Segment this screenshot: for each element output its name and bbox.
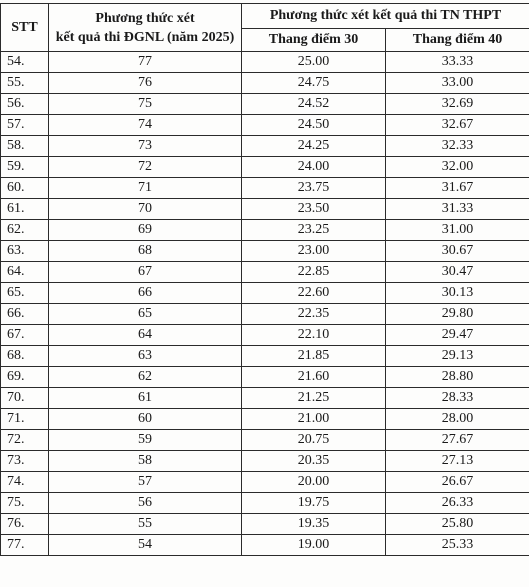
cell-scale-30: 24.25 xyxy=(242,136,386,157)
cell-scale-40: 26.67 xyxy=(386,472,529,493)
cell-stt: 76. xyxy=(1,514,49,535)
cell-stt: 63. xyxy=(1,241,49,262)
cell-dgnl-score: 65 xyxy=(49,304,242,325)
cell-dgnl-score: 61 xyxy=(49,388,242,409)
cell-scale-30: 24.52 xyxy=(242,94,386,115)
table-row xyxy=(1,535,529,556)
score-conversion-table xyxy=(0,3,529,556)
cell-scale-40: 25.33 xyxy=(386,535,529,556)
header-dgnl-line2: kết quả thi ĐGNL (năm 2025) xyxy=(55,29,235,45)
cell-stt: 59. xyxy=(1,157,49,178)
cell-scale-30: 21.85 xyxy=(242,346,386,367)
cell-dgnl-score: 62 xyxy=(49,367,242,388)
cell-stt: 65. xyxy=(1,283,49,304)
table-row xyxy=(1,451,529,472)
cell-stt: 56. xyxy=(1,94,49,115)
cell-stt: 62. xyxy=(1,220,49,241)
cell-scale-30: 24.50 xyxy=(242,115,386,136)
table-row xyxy=(1,430,529,451)
cell-scale-40: 33.00 xyxy=(386,73,529,94)
cell-dgnl-score: 56 xyxy=(49,493,242,514)
cell-scale-30: 21.00 xyxy=(242,409,386,430)
cell-scale-40: 30.13 xyxy=(386,283,529,304)
cell-scale-30: 23.25 xyxy=(242,220,386,241)
cell-stt: 55. xyxy=(1,73,49,94)
cell-scale-30: 25.00 xyxy=(242,52,386,73)
table-row xyxy=(1,241,529,262)
cell-scale-30: 22.10 xyxy=(242,325,386,346)
cell-dgnl-score: 76 xyxy=(49,73,242,94)
cell-dgnl-score: 68 xyxy=(49,241,242,262)
cell-dgnl-score: 54 xyxy=(49,535,242,556)
cell-dgnl-score: 69 xyxy=(49,220,242,241)
cell-stt: 68. xyxy=(1,346,49,367)
cell-scale-30: 23.75 xyxy=(242,178,386,199)
cell-scale-30: 21.60 xyxy=(242,367,386,388)
cell-scale-30: 21.25 xyxy=(242,388,386,409)
cell-dgnl-score: 74 xyxy=(49,115,242,136)
cell-stt: 66. xyxy=(1,304,49,325)
cell-scale-40: 28.00 xyxy=(386,409,529,430)
cell-stt: 71. xyxy=(1,409,49,430)
cell-scale-40: 28.80 xyxy=(386,367,529,388)
header-scale-40: Thang điểm 40 xyxy=(386,29,529,52)
cell-scale-40: 31.00 xyxy=(386,220,529,241)
cell-stt: 67. xyxy=(1,325,49,346)
cell-scale-40: 26.33 xyxy=(386,493,529,514)
cell-dgnl-score: 66 xyxy=(49,283,242,304)
cell-scale-30: 20.75 xyxy=(242,430,386,451)
table-row xyxy=(1,325,529,346)
table-row xyxy=(1,472,529,493)
cell-dgnl-score: 64 xyxy=(49,325,242,346)
cell-stt: 64. xyxy=(1,262,49,283)
cell-scale-30: 22.85 xyxy=(242,262,386,283)
table-row xyxy=(1,52,529,73)
header-scale-30: Thang điểm 30 xyxy=(242,29,386,52)
table-row xyxy=(1,388,529,409)
table-row xyxy=(1,514,529,535)
cell-dgnl-score: 77 xyxy=(49,52,242,73)
cell-dgnl-score: 67 xyxy=(49,262,242,283)
header-dgnl-line1: Phương thức xét xyxy=(95,10,195,26)
cell-scale-30: 22.60 xyxy=(242,283,386,304)
cell-dgnl-score: 57 xyxy=(49,472,242,493)
table-row xyxy=(1,367,529,388)
cell-dgnl-score: 63 xyxy=(49,346,242,367)
table-row xyxy=(1,178,529,199)
cell-stt: 69. xyxy=(1,367,49,388)
table-row xyxy=(1,157,529,178)
cell-stt: 72. xyxy=(1,430,49,451)
cell-scale-40: 25.80 xyxy=(386,514,529,535)
table-row xyxy=(1,94,529,115)
table-body xyxy=(1,52,529,556)
table-row xyxy=(1,199,529,220)
cell-stt: 60. xyxy=(1,178,49,199)
cell-scale-40: 30.67 xyxy=(386,241,529,262)
cell-scale-40: 29.13 xyxy=(386,346,529,367)
cell-scale-40: 33.33 xyxy=(386,52,529,73)
cell-dgnl-score: 70 xyxy=(49,199,242,220)
cell-scale-30: 22.35 xyxy=(242,304,386,325)
table-row xyxy=(1,220,529,241)
cell-scale-30: 24.75 xyxy=(242,73,386,94)
cell-scale-30: 19.75 xyxy=(242,493,386,514)
cell-scale-40: 32.67 xyxy=(386,115,529,136)
cell-stt: 74. xyxy=(1,472,49,493)
table-row xyxy=(1,409,529,430)
table-row xyxy=(1,493,529,514)
table-header xyxy=(1,4,529,52)
cell-scale-40: 30.47 xyxy=(386,262,529,283)
cell-scale-40: 29.80 xyxy=(386,304,529,325)
cell-scale-30: 23.50 xyxy=(242,199,386,220)
cell-scale-30: 19.00 xyxy=(242,535,386,556)
cell-scale-30: 19.35 xyxy=(242,514,386,535)
table-row xyxy=(1,346,529,367)
cell-stt: 75. xyxy=(1,493,49,514)
cell-scale-40: 32.33 xyxy=(386,136,529,157)
cell-dgnl-score: 71 xyxy=(49,178,242,199)
header-stt: STT xyxy=(1,4,49,52)
cell-scale-40: 31.33 xyxy=(386,199,529,220)
cell-stt: 58. xyxy=(1,136,49,157)
cell-stt: 57. xyxy=(1,115,49,136)
cell-dgnl-score: 58 xyxy=(49,451,242,472)
cell-stt: 61. xyxy=(1,199,49,220)
header-dgnl-method xyxy=(49,4,242,52)
cell-scale-40: 31.67 xyxy=(386,178,529,199)
cell-scale-40: 32.00 xyxy=(386,157,529,178)
cell-scale-30: 24.00 xyxy=(242,157,386,178)
cell-scale-40: 29.47 xyxy=(386,325,529,346)
cell-dgnl-score: 60 xyxy=(49,409,242,430)
cell-scale-40: 28.33 xyxy=(386,388,529,409)
cell-dgnl-score: 73 xyxy=(49,136,242,157)
cell-dgnl-score: 55 xyxy=(49,514,242,535)
cell-scale-40: 32.69 xyxy=(386,94,529,115)
table-row xyxy=(1,262,529,283)
table-row xyxy=(1,304,529,325)
cell-scale-40: 27.13 xyxy=(386,451,529,472)
cell-dgnl-score: 75 xyxy=(49,94,242,115)
table-row xyxy=(1,136,529,157)
cell-dgnl-score: 72 xyxy=(49,157,242,178)
cell-stt: 70. xyxy=(1,388,49,409)
cell-stt: 77. xyxy=(1,535,49,556)
cell-scale-40: 27.67 xyxy=(386,430,529,451)
header-tnthpt-group: Phương thức xét kết quả thi TN THPT xyxy=(242,4,529,29)
cell-scale-30: 20.00 xyxy=(242,472,386,493)
table-row xyxy=(1,283,529,304)
cell-scale-30: 20.35 xyxy=(242,451,386,472)
cell-dgnl-score: 59 xyxy=(49,430,242,451)
cell-stt: 54. xyxy=(1,52,49,73)
cell-stt: 73. xyxy=(1,451,49,472)
table-row xyxy=(1,115,529,136)
table-row xyxy=(1,73,529,94)
cell-scale-30: 23.00 xyxy=(242,241,386,262)
